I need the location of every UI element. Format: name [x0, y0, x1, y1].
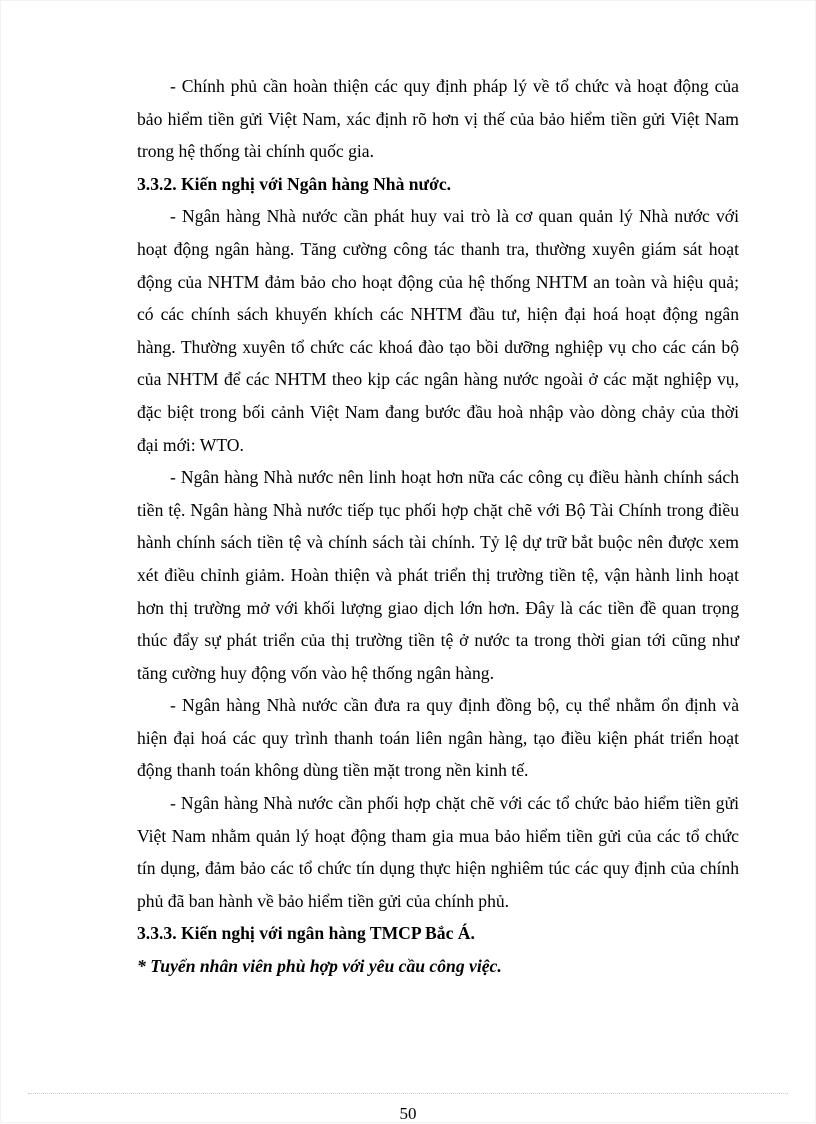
paragraph-5: - Ngân hàng Nhà nước cần phối hợp chặt chẽ với các tổ chức bảo hiểm tiền gửi Việt Nam nhằm quản lý hoạt động tham gia mua bảo hiểm tiền gửi của các tổ chức tín dụng, đảm bảo các tổ chức tín dụng thực hiện nghiêm túc các quy định của chính phủ đã ban hành về bảo hiểm tiền gửi của chính phủ. [137, 793, 739, 911]
paragraph-2: - Ngân hàng Nhà nước cần phát huy vai trò là cơ quan quản lý Nhà nước với hoạt động ngân hàng. Tăng cường công tác thanh tra, thường xuyên giám sát hoạt động của NHTM đảm bảo cho hoạt động của hệ thống NHTM an toàn và hiệu quả; có các chính sách khuyến khích các NHTM đầu tư, hiện đại hoá hoạt động ngân hàng. Thường xuyên tổ chức các khoá đào tạo bồi dưỡng nghiệp vụ cho các cán bộ của NHTM để các NHTM theo kịp các ngân hàng nước ngoài ở các mặt nghiệp vụ, đặc biệt trong bối cảnh Việt Nam đang bước đầu hoà nhập vào dòng chảy của thời đại mới: WTO. [137, 206, 739, 455]
document-body [137, 70, 739, 983]
section-heading-3-3-3: 3.3.3. Kiến nghị với ngân hàng TMCP Bắc Á. [137, 923, 475, 944]
subheading-recruitment: * Tuyển nhân viên phù hợp với yêu cầu công việc. [137, 956, 502, 977]
footer-divider [28, 1093, 788, 1094]
section-heading-3-3-2: 3.3.2. Kiến nghị với Ngân hàng Nhà nước. [137, 173, 452, 194]
paragraph-1: - Chính phủ cần hoàn thiện các quy định pháp lý về tổ chức và hoạt động của bảo hiểm tiền gửi Việt Nam, xác định rõ hơn vị thế của bảo hiểm tiền gửi Việt Nam trong hệ thống tài chính quốc gia. [137, 76, 739, 162]
page-number: 50 [399, 1104, 417, 1123]
paragraph-4: - Ngân hàng Nhà nước cần đưa ra quy định đồng bộ, cụ thể nhằm ổn định và hiện đại hoá các quy trình thanh toán liên ngân hàng, tạo điều kiện phát triển hoạt động thanh toán không dùng tiền mặt trong nền kinh tế. [137, 695, 739, 781]
paragraph-3: - Ngân hàng Nhà nước nên linh hoạt hơn nữa các công cụ điều hành chính sách tiền tệ. Ngân hàng Nhà nước tiếp tục phối hợp chặt chẽ với Bộ Tài Chính trong điều hành chính sách tiền tệ và chính sách tài chính. Tỷ lệ dự trữ bắt buộc nên được xem xét điều chỉnh giảm. Hoàn thiện và phát triển thị trường tiền tệ, vận hành linh hoạt hơn thị trường mở với khối lượng giao dịch lớn hơn. Đây là các tiền đề quan trọng thúc đẩy sự phát triển của thị trường tiền tệ ở nước ta trong thời gian tới cũng như tăng cường huy động vốn vào hệ thống ngân hàng. [137, 467, 739, 683]
